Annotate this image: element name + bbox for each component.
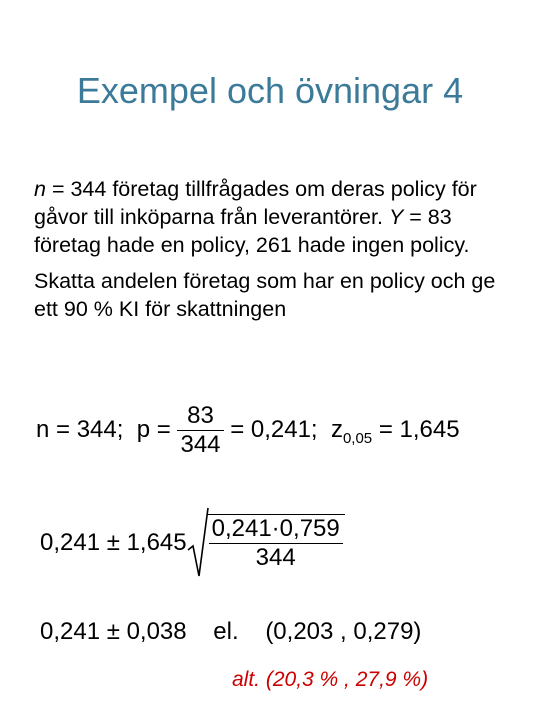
p-denominator: 344 [180, 431, 221, 458]
y-variable: Y [388, 205, 404, 229]
problem-text-part1: = 344 företag tillfrågades om deras policy för gåvor till inköparna från leverantörer. [34, 177, 477, 229]
problem-paragraph [34, 175, 514, 259]
n-variable: n [34, 177, 46, 201]
slide-title: Exempel och övningar 4 [76, 70, 464, 111]
formula-estimate [36, 402, 460, 459]
sqrt-sign [187, 506, 209, 580]
p-fraction [177, 402, 223, 459]
z-value: = 1,645 [378, 415, 460, 443]
problem-text-part2: = 83 företag hade en policy, 261 hade ingen policy. [34, 205, 470, 257]
p-lhs: p = [136, 415, 171, 443]
z-subscript: 0,05 [342, 429, 373, 447]
formula-interval [40, 506, 345, 580]
z-variable: z [330, 415, 343, 443]
se-fraction [209, 515, 343, 572]
problem-text [34, 175, 514, 331]
task-paragraph: Skatta andelen företag som har en policy och ge ett 90 % KI för skattningen [34, 269, 496, 321]
sqrt-radicand [207, 514, 345, 572]
interval-lhs: 0,241 ± 1,645 [40, 529, 187, 556]
p-value: = 0,241; [230, 415, 318, 443]
se-numerator: 0,241·0,759 [211, 515, 340, 542]
formula-result: 0,241 ± 0,038 el. (0,203 , 0,279) [40, 618, 422, 645]
p-numerator: 83 [187, 402, 214, 429]
n-equation: n = 344; [36, 415, 124, 443]
alternative-result: alt. (20,3 % , 27,9 %) [232, 668, 429, 691]
se-denominator: 344 [255, 544, 296, 571]
